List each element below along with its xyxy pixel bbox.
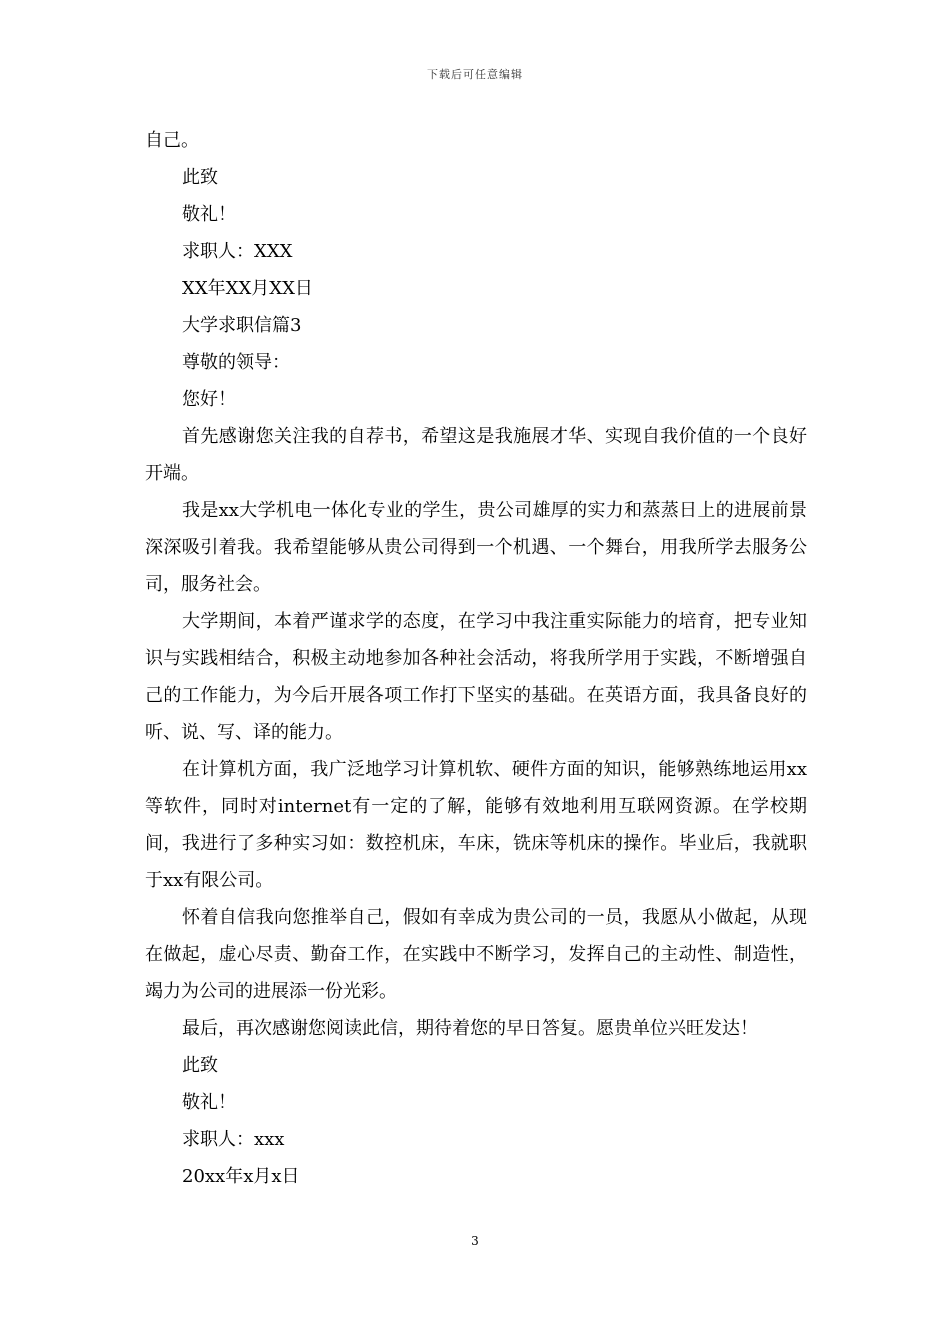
paragraph: 我是xx大学机电一体化专业的学生，贵公司雄厚的实力和蒸蒸日上的进展前景深深吸引着我。我希望能够从贵公司得到一个机遇、一个舞台，用我所学去服务公司，服务社会。 (145, 500, 807, 595)
paragraph: 首先感谢您关注我的自荐书，希望这是我施展才华、实现自我价值的一个良好开端。 (145, 426, 807, 484)
applicant-signature: 求职人：XXX (182, 241, 293, 262)
salutation-closing: 此致 (182, 1055, 218, 1076)
salutation-closing: 此致 (182, 167, 218, 188)
document-body (145, 122, 807, 1195)
greeting-recipient: 尊敬的领导： (182, 352, 290, 373)
letter-date: XX年XX月XX日 (182, 278, 313, 299)
section-title: 大学求职信篇3 (182, 315, 302, 336)
greeting-hello: 您好！ (182, 389, 236, 410)
text-line: 自己。 (145, 130, 199, 151)
page-number: 3 (471, 1234, 479, 1248)
salutation-regards: 敬礼！ (182, 1092, 236, 1113)
salutation-regards: 敬礼！ (182, 204, 236, 225)
applicant-signature: 求职人：xxx (182, 1129, 285, 1150)
paragraph: 大学期间，本着严谨求学的态度，在学习中我注重实际能力的培育，把专业知识与实践相结合，积极主动地参加各种社会活动，将我所学用于实践，不断增强自己的工作能力，为今后开展各项工作打下坚实的基础。在英语方面，我具备良好的听、说、写、译的能力。 (145, 611, 807, 743)
letter-date: 20xx年x月x日 (182, 1166, 300, 1187)
paragraph: 最后，再次感谢您阅读此信，期待着您的早日答复。愿贵单位兴旺发达！ (182, 1018, 758, 1039)
paragraph: 在计算机方面，我广泛地学习计算机软、硬件方面的知识，能够熟练地运用xx等软件，同时对internet有一定的了解，能够有效地利用互联网资源。在学校期间，我进行了多种实习如：数控机床，车床，铣床等机床的操作。毕业后，我就职于xx有限公司。 (145, 759, 807, 891)
page-header: 下载后可任意编辑 (427, 68, 523, 81)
paragraph: 怀着自信我向您推举自己，假如有幸成为贵公司的一员，我愿从小做起，从现在做起，虚心尽责、勤奋工作，在实践中不断学习，发挥自己的主动性、制造性，竭力为公司的进展添一份光彩。 (145, 907, 807, 1002)
